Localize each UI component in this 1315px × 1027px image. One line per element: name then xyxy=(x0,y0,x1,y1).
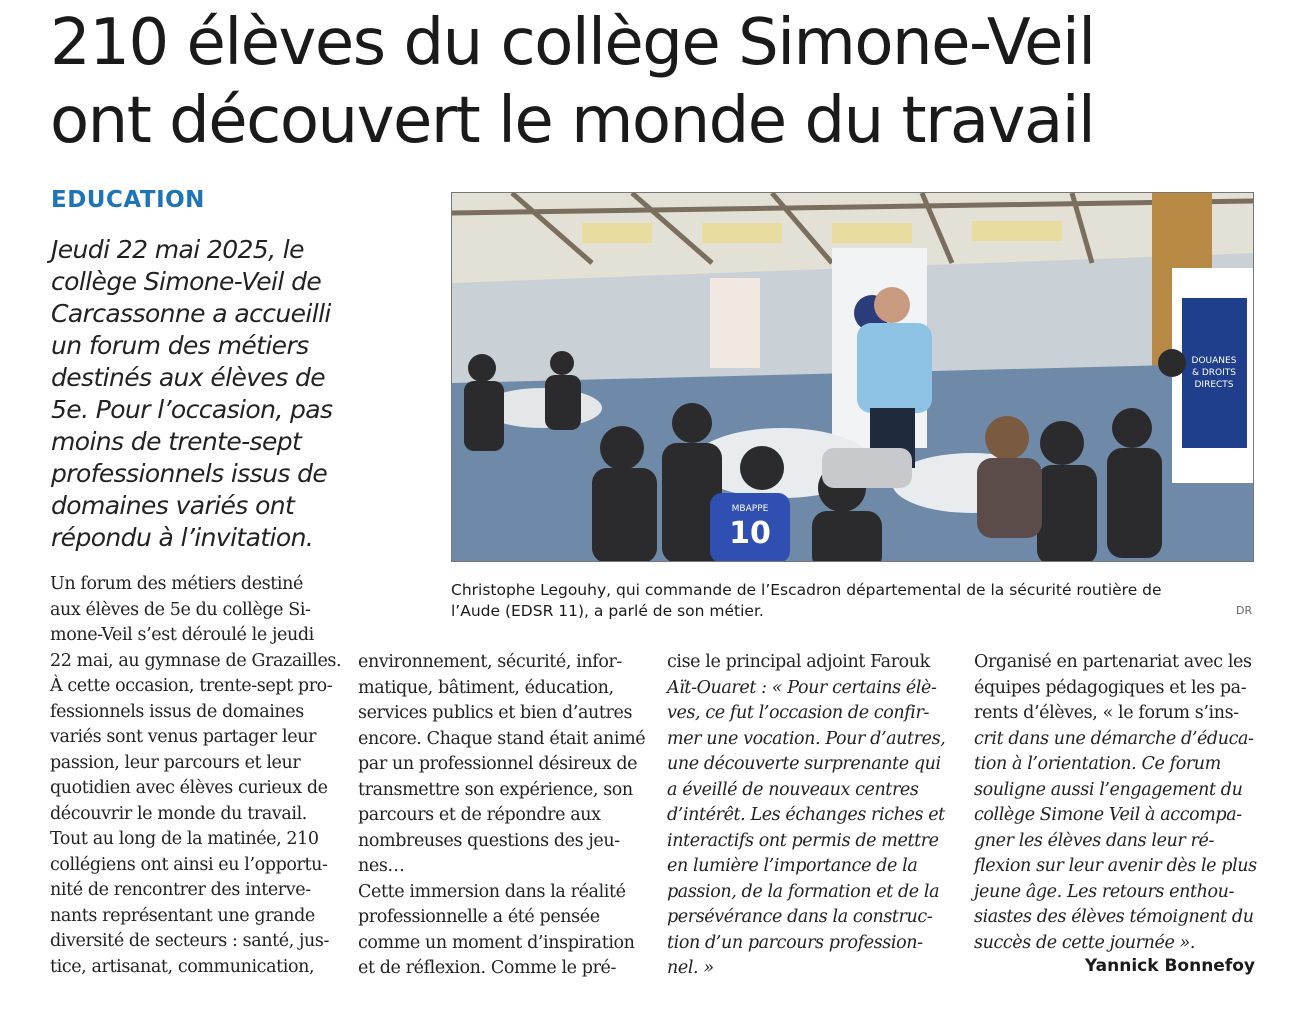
column-line: siastes des élèves témoignent du xyxy=(974,907,1254,927)
column-line: souligne aussi l’engagement du xyxy=(974,779,1243,800)
lede-line: répondu à l’invitation. xyxy=(51,523,314,552)
column-line: passion, de la formation et de la xyxy=(667,881,940,902)
banner-text: DIRECTS xyxy=(1194,380,1234,390)
column-line: équipes pédagogiques et les pa- xyxy=(974,677,1247,698)
column-line: d’intérêt. Les échanges riches et xyxy=(667,805,945,825)
lede-line: professionnels issus de xyxy=(51,459,328,488)
jersey-name: MBAPPE xyxy=(731,504,769,514)
column-line: tion d’un parcours profession- xyxy=(667,932,923,953)
lede-line: Carcassonne a accueilli xyxy=(51,299,331,328)
column-line: variés sont venus partager leur xyxy=(50,727,317,747)
column-line: encore. Chaque stand était animé xyxy=(358,728,646,749)
column-line: Cette immersion dans la réalité xyxy=(358,881,626,902)
column-line: en lumière l’importance de la xyxy=(667,856,918,876)
column-line: et de réflexion. Comme le pré- xyxy=(358,958,617,978)
column-line: nes… xyxy=(358,856,405,876)
column-line: diversité de secteurs : santé, jus- xyxy=(50,931,330,951)
column-line: tion à l’orientation. Ce forum xyxy=(974,754,1221,774)
column-line: professionnelle a été pensée xyxy=(358,907,600,927)
column-line: Organisé en partenariat avec les xyxy=(974,652,1252,672)
column-line: une découverte surprenante qui xyxy=(667,754,941,774)
article-column-3 xyxy=(667,650,949,982)
column-line: flexion sur leur avenir dès le plus xyxy=(974,856,1257,876)
article-column-1 xyxy=(50,572,342,980)
article-lede xyxy=(51,234,351,554)
column-line: gner les élèves dans leur ré- xyxy=(974,830,1214,851)
lede-line: moins de trente-sept xyxy=(51,427,302,456)
column-line: collégiens ont ainsi eu l’opportu- xyxy=(50,854,328,875)
column-line: services publics et bien d’autres xyxy=(358,703,633,723)
article-column-2 xyxy=(358,650,646,982)
column-line: Tout au long de la matinée, 210 xyxy=(50,829,319,849)
column-line: découvrir le monde du travail. xyxy=(50,803,307,824)
article-photo xyxy=(451,192,1254,562)
banner-text: DOUANES xyxy=(1191,356,1237,366)
lede-line: destinés aux élèves de xyxy=(51,363,326,392)
column-line: nel. » xyxy=(667,958,714,978)
column-line: nants représentant une grande xyxy=(50,905,315,926)
column-line: crit dans une démarche d’éduca- xyxy=(974,728,1254,749)
headline-line-1: 210 élèves du collège Simone-Veil xyxy=(50,6,1095,80)
photo-caption xyxy=(451,580,1261,622)
column-line: interactifs ont permis de mettre xyxy=(667,830,939,851)
caption-line-2: l’Aude (EDSR 11), a parlé de son métier. xyxy=(451,602,764,620)
column-line: tice, artisanat, communication, xyxy=(50,956,315,977)
article-headline xyxy=(50,4,1280,160)
column-line: nité de rencontrer des interve- xyxy=(50,880,311,900)
jersey-number: 10 xyxy=(729,516,771,551)
column-line: cise le principal adjoint Farouk xyxy=(667,652,930,672)
column-line: nombreuses questions des jeu- xyxy=(358,830,620,851)
column-line: transmettre son expérience, son xyxy=(358,779,633,800)
column-line: parcours et de répondre aux xyxy=(358,805,601,825)
column-line: passion, leur parcours et leur xyxy=(50,752,301,773)
column-line: fessionnels issus de domaines xyxy=(50,701,304,722)
lede-line: domaines variés ont xyxy=(51,491,295,520)
column-line: 22 mai, au gymnase de Grazailles. xyxy=(50,650,342,671)
headline-line-2: ont découvert le monde du travail xyxy=(50,84,1095,158)
column-line: aux élèves de 5e du collège Si- xyxy=(50,599,311,620)
banner-text: & DROITS xyxy=(1191,368,1237,378)
author-byline: Yannick Bonnefoy xyxy=(1084,956,1255,976)
column-line: collège Simone Veil à accompa- xyxy=(974,805,1242,825)
column-line: mer une vocation. Pour d’autres, xyxy=(667,728,946,749)
column-line: persévérance dans la construc- xyxy=(667,907,933,927)
column-line: ves, ce fut l’occasion de confir- xyxy=(667,703,929,723)
column-line: À cette occasion, trente-sept pro- xyxy=(50,676,333,696)
lede-line: 5e. Pour l’occasion, pas xyxy=(51,395,333,424)
column-line: mone-Veil s’est déroulé le jeudi xyxy=(50,625,314,645)
column-line: rents d’élèves, « le forum s’ins- xyxy=(974,703,1239,723)
column-line: Un forum des métiers destiné xyxy=(50,574,303,594)
column-line: a éveillé de nouveaux centres xyxy=(667,779,919,800)
column-line: jeune âge. Les retours enthou- xyxy=(974,881,1235,902)
column-line: matique, bâtiment, éducation, xyxy=(358,677,614,698)
lede-line: Jeudi 22 mai 2025, le xyxy=(51,235,304,264)
section-label: EDUCATION xyxy=(51,187,205,213)
lede-line: collège Simone-Veil de xyxy=(51,267,322,296)
photo-credit: DR xyxy=(1236,604,1253,617)
column-line: quotidien avec élèves curieux de xyxy=(50,778,328,798)
lede-line: un forum des métiers xyxy=(51,331,309,360)
column-line: environnement, sécurité, infor- xyxy=(358,652,622,672)
article-column-4 xyxy=(974,650,1256,956)
caption-line-1: Christophe Legouhy, qui commande de l’Escadron départemental de la sécurité routière de xyxy=(451,581,1162,599)
column-line: comme un moment d’inspiration xyxy=(358,932,635,953)
gymnasium-forum-photo xyxy=(452,193,1254,562)
column-line: succès de cette journée ». xyxy=(974,932,1196,953)
column-line: par un professionnel désireux de xyxy=(358,754,638,774)
column-line: Aït-Ouaret : « Pour certains élè- xyxy=(667,677,937,698)
